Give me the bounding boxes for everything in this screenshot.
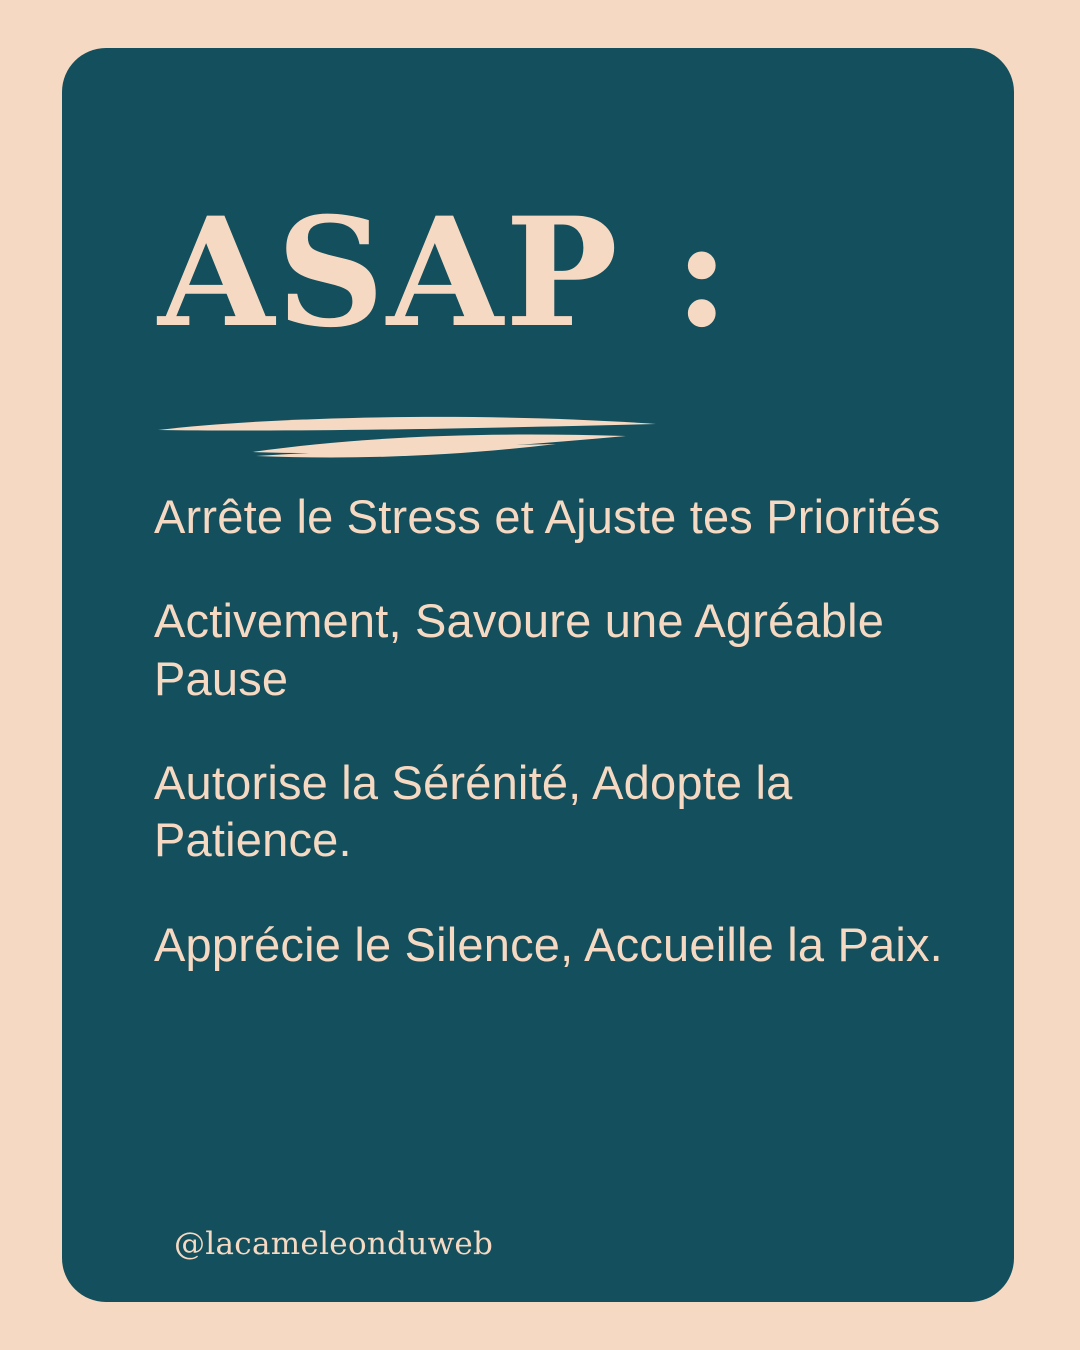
title-block (158, 185, 958, 361)
quote-line: Apprécie le Silence, Accueille la Paix. (154, 917, 943, 971)
page-title: ASAP : (158, 185, 732, 361)
quote-line: Arrête le Stress et Ajuste tes Priorités (154, 490, 941, 543)
quote-lines (154, 488, 999, 973)
quote-line: Activement, Savoure une Agréable Pause (154, 594, 885, 705)
quote-line: Autorise la Sérénité, Adopte la Patience. (154, 755, 793, 867)
swoosh-underline-icon (156, 398, 666, 468)
poster-card (62, 48, 1014, 1302)
author-handle: @lacameleonduweb (174, 1226, 494, 1262)
